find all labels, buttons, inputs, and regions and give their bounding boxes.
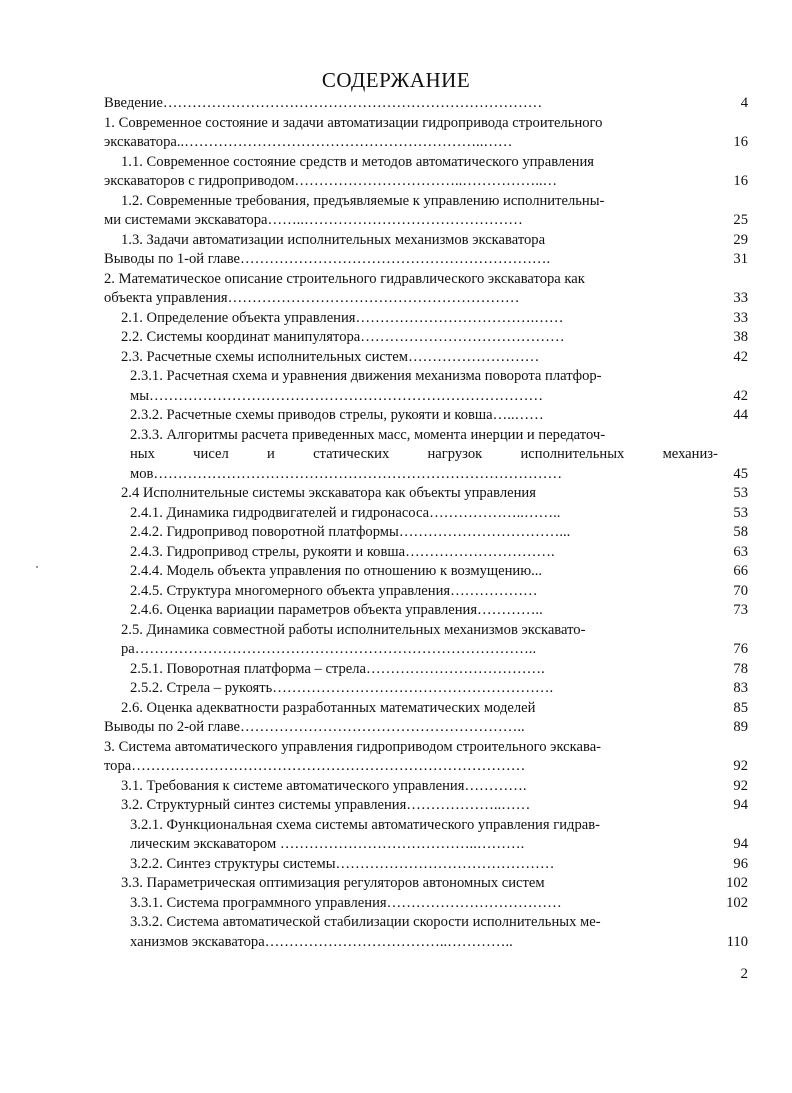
toc-line xyxy=(104,738,748,757)
toc-line xyxy=(130,562,748,581)
toc-line xyxy=(104,718,748,737)
toc-page-number: 53 xyxy=(733,485,748,501)
toc-line xyxy=(121,640,748,659)
toc-word: статических xyxy=(313,446,390,462)
toc-line xyxy=(104,270,748,289)
toc-line xyxy=(130,816,748,835)
toc-line xyxy=(130,543,748,562)
toc-entry-text: 3.2.1. Функциональная схема системы автоматического управления гидрав- xyxy=(130,816,600,833)
toc-line xyxy=(130,426,748,445)
toc-entry-text: 2. Математическое описание строительного гидравлического экскаватора как xyxy=(104,270,585,287)
toc-entry-text: тора……………………………………………………………………… xyxy=(104,758,526,774)
toc-line xyxy=(130,445,748,464)
toc-page-number: 78 xyxy=(733,660,748,677)
toc-page-number: 76 xyxy=(733,641,748,657)
toc-line xyxy=(121,309,748,328)
toc-word: исполнительных xyxy=(520,446,625,462)
toc-page-number: 16 xyxy=(733,173,748,189)
toc-page-number: 85 xyxy=(733,699,748,716)
toc-page-number: 96 xyxy=(733,855,748,872)
toc-entry-text: 3.2.2. Синтез структуры системы……………………………………… xyxy=(130,855,555,872)
page-number: 2 xyxy=(740,966,748,982)
toc-line xyxy=(104,114,748,133)
toc-page-number: 83 xyxy=(733,680,748,696)
toc-line xyxy=(130,406,748,425)
toc-line xyxy=(104,172,748,191)
toc-line xyxy=(130,894,748,913)
toc-page-number: 92 xyxy=(733,758,748,774)
toc-entry-text: Выводы по 2-ой главе………………………………………………….. xyxy=(104,719,525,735)
toc-page-number: 58 xyxy=(733,524,748,540)
toc-entry-text: 1.3. Задачи автоматизации исполнительных механизмов экскаватора xyxy=(121,231,546,248)
toc-page-number: 45 xyxy=(733,465,748,482)
toc-word: и xyxy=(267,446,275,462)
toc-page-number: 94 xyxy=(733,797,748,813)
page-title: СОДЕРЖАНИЕ xyxy=(321,68,471,92)
toc-line xyxy=(130,855,748,874)
toc-page-number: 42 xyxy=(733,387,748,404)
toc-line xyxy=(121,796,748,815)
toc-page-number: 4 xyxy=(740,95,748,111)
toc-entry-text: 2.1. Определение объекта управления……………………………….…… xyxy=(121,309,564,326)
toc-entry-text: мов………………………………………………………………………… xyxy=(130,465,563,482)
toc-entry-text: 1.1. Современное состояние средств и методов автоматического управления xyxy=(121,153,594,170)
toc-entry-text: 2.4 Исполнительные системы экскаватора как объекты управления xyxy=(121,485,536,501)
toc-line xyxy=(121,328,748,347)
toc-line xyxy=(130,367,748,386)
toc-page-number: 33 xyxy=(733,290,748,306)
toc-entry-text: экскаваторов с гидроприводом……………………………..……………..… xyxy=(104,173,558,189)
toc-line xyxy=(104,133,748,152)
toc-page-number: 94 xyxy=(733,836,748,852)
toc-entry-text: 2.6. Оценка адекватности разработанных математических моделей xyxy=(121,699,536,716)
toc-entry-text: ханизмов экскаватора………………………………..………….. xyxy=(130,933,513,950)
toc-line xyxy=(121,874,748,893)
toc-line xyxy=(104,211,748,230)
toc-entry-text: 2.4.1. Динамика гидродвигателей и гидронасоса………………..…….. xyxy=(130,504,561,521)
toc-line xyxy=(121,777,748,796)
toc-entry-text: 2.4.6. Оценка вариации параметров объекта управления………….. xyxy=(130,602,543,618)
toc-entry-text: экскаватора..……………………………………………………..…… xyxy=(104,134,513,150)
toc-page-number: 73 xyxy=(733,602,748,618)
toc-line xyxy=(121,484,748,503)
toc-page-number: 33 xyxy=(733,309,748,326)
toc-line xyxy=(121,192,748,211)
toc-entry-text: 2.5. Динамика совместной работы исполнительных механизмов экскавато- xyxy=(121,621,586,638)
toc-page-number: 42 xyxy=(733,348,748,365)
toc-line xyxy=(130,913,748,932)
scan-speck xyxy=(36,566,38,568)
toc-entry-text: 3.2. Структурный синтез системы управления………………..…… xyxy=(121,797,531,813)
toc-page-number: 63 xyxy=(733,543,748,560)
toc-page-number: 25 xyxy=(733,212,748,228)
toc-line xyxy=(130,523,748,542)
toc-entry-text: 2.2. Системы координат манипулятора…………………………………… xyxy=(121,329,565,345)
toc-page-number: 102 xyxy=(726,875,748,891)
toc-entry-text: Введение…………………………………………………………………… xyxy=(104,95,543,111)
toc-entry-text: Выводы по 1-ой главе………………………………………………………. xyxy=(104,251,551,267)
toc-page-number: 66 xyxy=(733,563,748,579)
toc-page-number: 38 xyxy=(733,329,748,345)
toc-entry-text: ра……………………………………………………………………….. xyxy=(121,641,537,657)
toc-page-number: 70 xyxy=(733,582,748,599)
toc-entry-text: 2.5.2. Стрела – рукоять…………………………………………………. xyxy=(130,680,554,696)
toc-line xyxy=(121,153,748,172)
toc-word: чисел xyxy=(193,446,229,462)
toc-entry-text: 2.4.4. Модель объекта управления по отношению к возмущению... xyxy=(130,563,543,579)
toc-entry-text xyxy=(130,445,718,463)
toc-page-number: 53 xyxy=(733,504,748,521)
toc-page-number: 89 xyxy=(733,719,748,735)
toc-entry-text: 2.3.1. Расчетная схема и уравнения движения механизма поворота платфор- xyxy=(130,368,602,384)
toc-page-number: 102 xyxy=(726,894,748,911)
toc-word: механиз- xyxy=(662,446,718,462)
toc-entry-text: 2.3.2. Расчетные схемы приводов стрелы, рукояти и ковша…..…… xyxy=(130,407,544,423)
toc-line xyxy=(130,504,748,523)
toc-line xyxy=(121,231,748,250)
toc-word: нагрузок xyxy=(427,446,483,462)
toc-line xyxy=(104,250,748,269)
toc-word: ных xyxy=(130,446,155,462)
toc-line xyxy=(130,835,748,854)
toc-entry-text: 2.4.2. Гидропривод поворотной платформы……………………………... xyxy=(130,524,571,540)
toc-page-number: 16 xyxy=(733,134,748,150)
toc-entry-text: 3.3.2. Система автоматической стабилизации скорости исполнительных ме- xyxy=(130,914,601,930)
toc-line xyxy=(130,933,748,952)
toc-entry-text: 2.3. Расчетные схемы исполнительных систем……………………… xyxy=(121,348,540,365)
toc-line xyxy=(104,289,748,308)
toc-line xyxy=(130,465,748,484)
toc-entry-text: 1.2. Современные требования, предъявляемые к управлению исполнительны- xyxy=(121,192,605,209)
toc-entry-text: 3.1. Требования к системе автоматического управления…………. xyxy=(121,777,527,794)
toc-line xyxy=(104,757,748,776)
toc-page-number: 29 xyxy=(733,231,748,248)
toc-line xyxy=(121,621,748,640)
toc-entry-text: ми системами экскаватора……..……………………………………… xyxy=(104,212,523,228)
toc-line xyxy=(130,582,748,601)
toc-line xyxy=(130,660,748,679)
toc-entry-text: 2.4.3. Гидропривод стрелы, рукояти и ковша…………………………. xyxy=(130,543,555,560)
toc-page-number: 44 xyxy=(733,407,748,423)
toc-entry-text: лическим экскаватором …………………………………..………. xyxy=(130,836,525,852)
toc-entry-text: 3. Система автоматического управления гидроприводом строительного экскава- xyxy=(104,738,602,755)
toc-page-number: 92 xyxy=(733,777,748,794)
toc-entry-text: 3.3. Параметрическая оптимизация регуляторов автономных систем xyxy=(121,875,545,891)
toc-line xyxy=(121,348,748,367)
toc-entry-text: мы……………………………………………………………………… xyxy=(130,387,544,404)
toc-line xyxy=(104,94,748,113)
toc-line xyxy=(130,679,748,698)
toc-line xyxy=(130,387,748,406)
toc-line xyxy=(121,699,748,718)
toc-entry-text: 1. Современное состояние и задачи автоматизации гидропривода строительного xyxy=(104,114,603,131)
toc-entry-text: 3.3.1. Система программного управления……………………………… xyxy=(130,894,562,911)
toc-entry-text: объекта управления…………………………………………………… xyxy=(104,290,520,306)
toc-entry-text: 2.5.1. Поворотная платформа – стрела………………………………. xyxy=(130,660,545,677)
toc-entry-text: 2.4.5. Структура многомерного объекта управления……………… xyxy=(130,582,538,599)
toc-page-number: 110 xyxy=(726,933,748,950)
toc-line xyxy=(130,601,748,620)
toc-entry-text: 2.3.3. Алгоритмы расчета приведенных масс, момента инерции и передаточ- xyxy=(130,426,606,443)
toc-page-number: 31 xyxy=(733,251,748,267)
